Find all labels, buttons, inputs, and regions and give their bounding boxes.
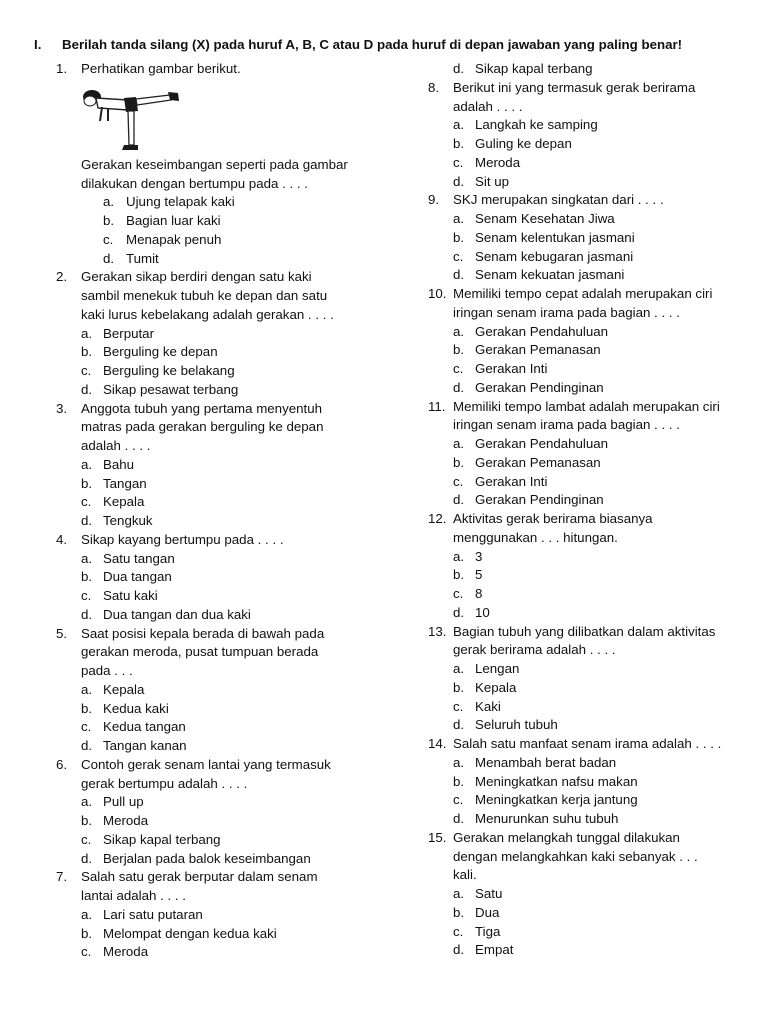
answer-option[interactable]: [428, 248, 748, 267]
option-text: Gerakan Pemanasan: [475, 454, 601, 470]
option-text: Tumit: [126, 250, 159, 266]
option-text: Senam kekuatan jasmani: [475, 267, 625, 283]
question-text: SKJ merupakan singkatan dari . . . .: [453, 192, 664, 208]
option-letter: c.: [453, 586, 464, 601]
airplane-pose-illustration: [78, 81, 188, 155]
option-letter: b.: [81, 344, 93, 360]
option-text: Bagian luar kaki: [126, 213, 221, 228]
question-10: [428, 285, 748, 304]
answer-option[interactable]: [428, 585, 748, 604]
answer-option[interactable]: [56, 718, 386, 737]
answer-option[interactable]: [56, 512, 386, 531]
question-text-line: kali.: [453, 867, 477, 883]
answer-option[interactable]: [428, 360, 748, 379]
option-text: Melompat dengan kedua kaki: [103, 925, 277, 941]
option-letter: d.: [81, 606, 93, 622]
answer-option[interactable]: [428, 473, 748, 492]
option-letter: c.: [453, 361, 464, 376]
option-text: Sikap pesawat terbang: [103, 381, 239, 397]
question-number: 8.: [428, 79, 440, 95]
option-text: Empat: [475, 942, 514, 958]
answer-option[interactable]: [428, 341, 748, 360]
answer-option[interactable]: [56, 325, 386, 344]
question-12: [428, 510, 748, 529]
answer-option[interactable]: [428, 754, 748, 773]
option-text: Berjalan pada balok keseimbangan: [103, 850, 311, 866]
option-text: Kedua tangan: [103, 719, 186, 735]
question-text-line: Gerakan keseimbangan seperti pada gambar: [81, 156, 348, 172]
option-letter: b.: [453, 454, 465, 470]
option-letter: c.: [81, 719, 92, 735]
option-text: Berguling ke depan: [103, 344, 218, 360]
option-letter: b.: [453, 229, 465, 245]
option-text: Seluruh tubuh: [475, 717, 558, 733]
question-text: Gerakan sikap berdiri dengan satu kaki: [81, 269, 312, 285]
option-letter: b.: [81, 475, 93, 491]
question-6: [56, 756, 386, 775]
option-letter: d.: [453, 492, 465, 508]
question-8: [428, 79, 748, 98]
option-text: Menambah berat badan: [475, 754, 617, 770]
option-letter: d.: [453, 604, 465, 620]
answer-option[interactable]: [428, 679, 748, 698]
question-text-line: matras pada gerakan berguling ke depan: [81, 419, 324, 435]
answer-option[interactable]: [428, 566, 748, 585]
option-letter: b.: [453, 567, 465, 583]
question-number: 7.: [56, 869, 68, 885]
question-text-line: gerak bertumpu adalah . . . .: [81, 775, 248, 791]
question-text: Memiliki tempo lambat adalah merupakan ciri: [453, 398, 720, 414]
option-letter: d.: [453, 267, 465, 283]
option-text: Gerakan Pemanasan: [475, 342, 601, 358]
option-letter: a.: [453, 117, 465, 133]
option-text: Senam kelentukan jasmani: [475, 229, 635, 245]
option-letter: a.: [81, 794, 93, 810]
right-column: [428, 60, 748, 960]
question-text-line: iringan senam irama pada bagian . . . .: [453, 417, 680, 433]
answer-option[interactable]: [428, 266, 748, 285]
option-text: Ujung telapak kaki: [126, 194, 235, 210]
option-letter: b.: [453, 342, 465, 358]
answer-option[interactable]: [428, 810, 748, 829]
option-text: Meningkatkan nafsu makan: [475, 773, 638, 789]
option-letter: c.: [453, 473, 464, 489]
question-number: 5.: [56, 625, 68, 641]
answer-option[interactable]: [56, 568, 386, 587]
answer-option[interactable]: [56, 231, 386, 250]
answer-option[interactable]: [56, 550, 386, 569]
option-letter: a.: [453, 211, 465, 226]
option-letter: d.: [81, 850, 93, 866]
option-text: Dua tangan dan dua kaki: [103, 606, 251, 622]
question-14: [428, 735, 748, 754]
option-letter: a.: [81, 456, 93, 472]
answer-option[interactable]: [56, 850, 386, 869]
option-text: Kedua kaki: [103, 700, 169, 716]
answer-option[interactable]: [56, 793, 386, 812]
answer-option[interactable]: [56, 906, 386, 925]
question-15: [428, 829, 748, 848]
question-number: 13.: [428, 623, 447, 639]
answer-option[interactable]: [56, 493, 386, 512]
option-letter: d.: [81, 738, 93, 753]
answer-option[interactable]: [428, 941, 748, 960]
answer-option[interactable]: [428, 773, 748, 792]
question-text: Salah satu manfaat senam irama adalah . . . .: [453, 736, 722, 751]
answer-option[interactable]: [428, 454, 748, 473]
option-text: Kepala: [103, 494, 145, 510]
option-text: 5: [475, 567, 483, 583]
option-letter: b.: [81, 813, 93, 828]
question-text-line: adalah . . . .: [81, 438, 151, 453]
answer-option[interactable]: [428, 323, 748, 342]
question-7: [56, 868, 386, 887]
option-text: Langkah ke samping: [475, 117, 598, 133]
left-column: [56, 60, 386, 962]
option-letter: a.: [81, 550, 93, 566]
answer-option[interactable]: [428, 548, 748, 567]
question-text-line: lantai adalah . . . .: [81, 888, 186, 903]
answer-option[interactable]: [428, 60, 748, 79]
answer-option[interactable]: [428, 379, 748, 398]
answer-option[interactable]: [428, 660, 748, 679]
option-text: Sit up: [475, 173, 510, 189]
option-letter: a.: [453, 323, 465, 339]
option-letter: b.: [453, 773, 465, 789]
question-2: [56, 268, 386, 287]
option-letter: c.: [453, 698, 464, 714]
option-text: Berputar: [103, 325, 154, 341]
option-letter: b.: [81, 700, 93, 716]
option-text: Gerakan Pendahuluan: [475, 323, 609, 339]
question-text: Saat posisi kepala berada di bawah pada: [81, 625, 325, 641]
option-letter: b.: [103, 213, 115, 228]
option-letter: d.: [103, 250, 115, 266]
answer-option[interactable]: [428, 116, 748, 135]
option-text: Lengan: [475, 661, 520, 676]
answer-option[interactable]: [428, 154, 748, 173]
answer-option[interactable]: [56, 587, 386, 606]
question-number: 2.: [56, 269, 68, 285]
option-letter: d.: [81, 381, 93, 397]
option-text: Tiga: [475, 923, 501, 939]
answer-option[interactable]: [428, 210, 748, 229]
question-text-line: gerakan meroda, pusat tumpuan berada: [81, 644, 319, 660]
question-text: Perhatikan gambar berikut.: [81, 61, 241, 76]
option-letter: c.: [103, 231, 114, 247]
option-text: Menurunkan suhu tubuh: [475, 811, 619, 826]
option-letter: a.: [81, 681, 93, 697]
answer-option[interactable]: [428, 491, 748, 510]
option-letter: b.: [453, 136, 465, 151]
option-letter: a.: [453, 754, 465, 770]
option-letter: b.: [81, 569, 93, 585]
answer-option[interactable]: [56, 606, 386, 625]
option-text: Satu kaki: [103, 588, 158, 603]
question-9: [428, 191, 748, 210]
option-text: Guling ke depan: [475, 136, 572, 151]
option-letter: c.: [81, 494, 92, 510]
question-1: [56, 60, 386, 79]
option-text: Satu tangan: [103, 550, 175, 566]
section-instruction: Berilah tanda silang (X) pada huruf A, B, C atau D pada huruf di depan jawaban yang paling benar!: [62, 37, 683, 52]
option-letter: b.: [453, 679, 465, 695]
option-letter: d.: [453, 811, 465, 826]
answer-option[interactable]: [56, 381, 386, 400]
question-text: Contoh gerak senam lantai yang termasuk: [81, 756, 331, 772]
option-text: Kepala: [103, 681, 145, 697]
question-text: Aktivitas gerak berirama biasanya: [453, 511, 653, 526]
option-text: Meroda: [103, 813, 149, 828]
option-letter: a.: [81, 325, 93, 341]
section-heading: [34, 37, 682, 52]
question-number: 10.: [428, 286, 447, 301]
option-text: Senam kebugaran jasmani: [475, 248, 634, 264]
question-number: 4.: [56, 531, 68, 547]
option-text: Gerakan Inti: [475, 473, 548, 489]
question-text: Bagian tubuh yang dilibatkan dalam aktivitas: [453, 623, 716, 639]
option-text: Kepala: [475, 679, 517, 695]
option-text: Bahu: [103, 456, 135, 472]
question-11: [428, 398, 748, 417]
question-text-line: dilakukan dengan bertumpu pada . . . .: [81, 175, 308, 191]
question-text-line: sambil menekuk tubuh ke depan dan satu: [81, 288, 328, 303]
answer-option[interactable]: [56, 737, 386, 756]
option-text: Gerakan Inti: [475, 361, 548, 376]
option-text: Meningkatkan kerja jantung: [475, 792, 638, 808]
option-text: Meroda: [475, 154, 521, 170]
question-number: 9.: [428, 192, 440, 208]
question-text-line: gerak berirama adalah . . . .: [453, 642, 616, 658]
option-text: 10: [475, 604, 490, 620]
answer-option[interactable]: [428, 923, 748, 942]
option-letter: d.: [453, 61, 465, 76]
answer-option[interactable]: [428, 135, 748, 154]
option-text: Dua: [475, 904, 500, 920]
option-letter: a.: [453, 548, 465, 564]
option-text: Sikap kapal terbang: [475, 61, 593, 76]
question-5: [56, 625, 386, 644]
option-letter: c.: [453, 154, 464, 170]
option-letter: c.: [81, 944, 92, 960]
question-text-line: pada . . .: [81, 663, 133, 678]
answer-option[interactable]: [56, 681, 386, 700]
answer-option[interactable]: [56, 943, 386, 962]
option-letter: c.: [453, 248, 464, 264]
question-text-line: menggunakan . . . hitungan.: [453, 529, 618, 545]
option-text: 8: [475, 586, 483, 601]
option-letter: a.: [453, 886, 465, 901]
answer-option[interactable]: [428, 716, 748, 735]
question-text-line: dengan melangkahkan kaki sebanyak . . .: [453, 848, 698, 864]
question-text-line: adalah . . . .: [453, 98, 523, 114]
balance-pose-figure: [56, 79, 386, 156]
question-4: [56, 531, 386, 550]
question-text: Salah satu gerak berputar dalam senam: [81, 869, 318, 885]
answer-option[interactable]: [56, 343, 386, 362]
option-letter: d.: [453, 173, 465, 189]
answer-option[interactable]: [56, 812, 386, 831]
option-letter: c.: [453, 792, 464, 808]
option-letter: c.: [453, 923, 464, 939]
answer-option[interactable]: [56, 831, 386, 850]
answer-option[interactable]: [56, 362, 386, 381]
answer-option[interactable]: [56, 212, 386, 231]
answer-option[interactable]: [56, 250, 386, 269]
option-text: 3: [475, 548, 483, 564]
question-number: 3.: [56, 400, 68, 416]
option-letter: c.: [81, 363, 92, 378]
option-text: Meroda: [103, 944, 149, 960]
answer-option[interactable]: [428, 173, 748, 192]
option-text: Berguling ke belakang: [103, 363, 235, 378]
option-letter: a.: [81, 906, 93, 922]
option-letter: b.: [453, 904, 465, 920]
option-text: Pull up: [103, 794, 144, 810]
option-letter: b.: [81, 925, 93, 941]
answer-option[interactable]: [428, 604, 748, 623]
option-letter: d.: [81, 513, 93, 528]
answer-option[interactable]: [56, 700, 386, 719]
question-number: 14.: [428, 736, 447, 751]
question-number: 6.: [56, 756, 68, 772]
option-letter: d.: [453, 379, 465, 395]
question-text: Sikap kayang bertumpu pada . . . .: [81, 531, 284, 547]
option-text: Lari satu putaran: [103, 906, 203, 922]
option-text: Tangan: [103, 475, 147, 491]
option-letter: c.: [81, 588, 92, 603]
option-text: Gerakan Pendinginan: [475, 492, 604, 508]
question-text-line: iringan senam irama pada bagian . . . .: [453, 304, 680, 320]
answer-option[interactable]: [56, 193, 386, 212]
answer-option[interactable]: [428, 904, 748, 923]
option-letter: a.: [453, 661, 465, 676]
question-text: Berikut ini yang termasuk gerak berirama: [453, 79, 696, 95]
question-13: [428, 623, 748, 642]
question-text: Gerakan melangkah tunggal dilakukan: [453, 829, 680, 845]
option-text: Kaki: [475, 698, 501, 714]
answer-option[interactable]: [428, 435, 748, 454]
question-number: 15.: [428, 829, 447, 845]
option-text: Menapak penuh: [126, 231, 222, 247]
option-text: Tangan kanan: [103, 738, 187, 753]
question-text-line: kaki lurus kebelakang adalah gerakan . . . .: [81, 306, 334, 322]
question-3: [56, 400, 386, 419]
question-number: 11.: [428, 398, 446, 414]
option-text: Gerakan Pendahuluan: [475, 436, 609, 451]
option-letter: a.: [103, 194, 115, 210]
answer-option[interactable]: [428, 229, 748, 248]
section-number: I.: [34, 37, 42, 52]
answer-option[interactable]: [56, 475, 386, 494]
answer-option[interactable]: [56, 456, 386, 475]
option-text: Senam Kesehatan Jiwa: [475, 211, 615, 226]
option-letter: d.: [453, 717, 465, 733]
question-number: 12.: [428, 511, 447, 526]
question-number: 1.: [56, 61, 68, 76]
answer-option[interactable]: [428, 791, 748, 810]
answer-option[interactable]: [56, 925, 386, 944]
option-letter: c.: [81, 831, 92, 847]
option-text: Tengkuk: [103, 513, 153, 528]
option-text: Dua tangan: [103, 569, 172, 585]
option-letter: d.: [453, 942, 465, 958]
option-text: Satu: [475, 886, 503, 901]
question-text: Anggota tubuh yang pertama menyentuh: [81, 400, 322, 416]
answer-option[interactable]: [428, 885, 748, 904]
question-text: Memiliki tempo cepat adalah merupakan ciri: [453, 286, 713, 301]
option-text: Sikap kapal terbang: [103, 831, 221, 847]
option-letter: a.: [453, 436, 465, 451]
answer-option[interactable]: [428, 698, 748, 717]
option-text: Gerakan Pendinginan: [475, 379, 604, 395]
